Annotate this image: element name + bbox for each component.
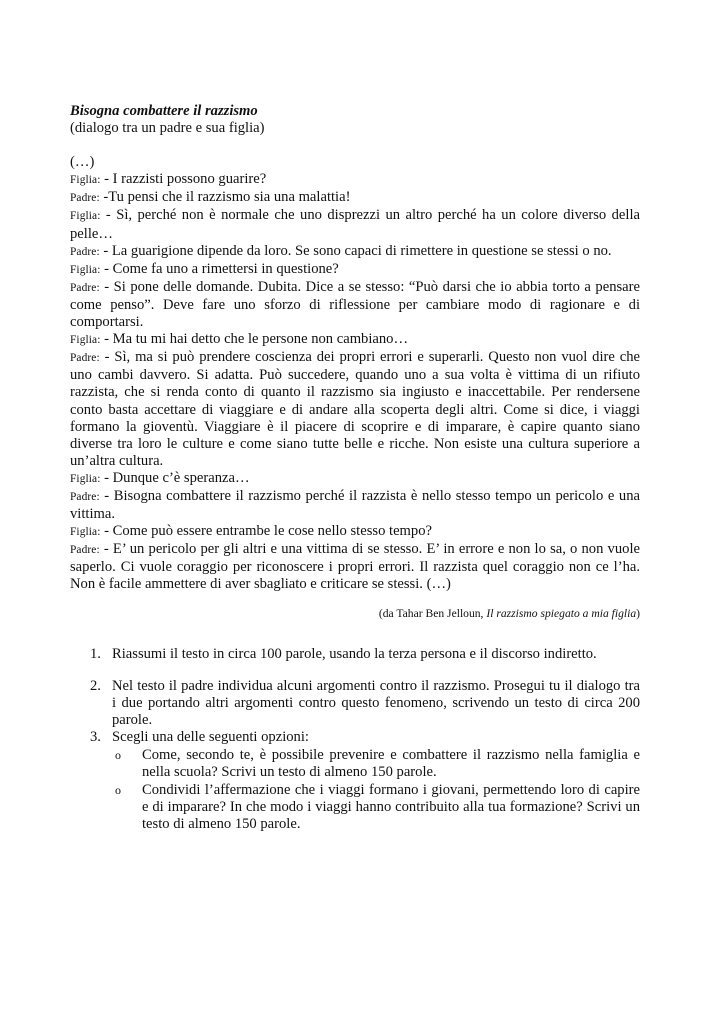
- ellipsis-start: (…): [70, 154, 95, 171]
- spacer: [70, 137, 640, 154]
- speaker-label: Padre: [70, 281, 97, 294]
- option-item: [112, 747, 640, 781]
- option-bullet-icon: o: [115, 748, 121, 763]
- turn-text: - Ma tu mi hai detto che le persone non cambiano…: [104, 331, 409, 348]
- dialogue-turn: Figlia: - Ma tu mi hai detto che le persone non cambiano…: [70, 331, 409, 348]
- turn-text: - Sì, perché non è normale che uno disprezzi un altro perché ha un colore diverso della pelle…: [70, 207, 640, 242]
- turn-text: - I razzisti possono guarire?: [104, 171, 267, 188]
- speaker-label: Padre: [70, 490, 97, 503]
- document-title: Bisogna combattere il razzismo: [70, 103, 258, 119]
- turn-text: - La guarigione dipende da loro. Se sono capaci di rimettere in questione se stessi o no.: [103, 242, 612, 259]
- dialogue-turn: Padre: - Sì, ma si può prendere coscienza dei propri errori e superarli. Questo non vuol dire che uno cambi davvero. Si adatta. Può succedere, quando uno a sua volta è vittima di un rifiuto razzista, che si renda conto di quanto il razzismo sia ingiusto e inaccettabile. Per rendersene conto basta accettare di viaggiare e di andare alla scoperta degli altri. Come si dice, i viaggi formano la gioventù. Viaggiare è il piacere di scoprire e di imparare, è capire quanto siano diverse tra loro le culture e come siano tutte belle e ricche. Non esiste una cultura superiore a un’altra cultura.: [70, 349, 640, 469]
- speaker-label: Figlia: [70, 334, 98, 347]
- option-list: [112, 747, 640, 833]
- task-item: [90, 729, 640, 834]
- dialogue-turn: Padre: - Si pone delle domande. Dubita. Dice a se stesso: “Può darsi che io abbia torto a pensare come penso”. Deve fare uno sforzo di riflessione per cambiare modo di ragionare e di comportarsi.: [70, 278, 640, 331]
- document-subtitle: (dialogo tra un padre e sua figlia): [70, 120, 265, 137]
- dialogue-turn: Figlia: - Dunque c’è speranza…: [70, 469, 250, 486]
- task-text: Nel testo il padre individua alcuni argomenti contro il razzismo. Prosegui tu il dialogo tra i due portando altri argomenti contro questo fenomeno, scrivendo un testo di circa 200 parole.: [112, 677, 640, 728]
- dialogue-turn: Figlia: - I razzisti possono guarire?: [70, 171, 267, 188]
- source-book-title: Il razzismo spiegato a mia figlia: [486, 606, 637, 620]
- turn-text: - Bisogna combattere il razzismo perché il razzista è nello stesso tempo un pericolo e una vittima.: [70, 487, 640, 523]
- task-number: 1.: [90, 645, 101, 662]
- source-suffix: ): [636, 606, 640, 620]
- speaker-label: Figlia: [70, 472, 98, 485]
- option-text: Condividi l’affermazione che i viaggi formano i giovani, permettendo loro di capire e di imparare? In che modo i viaggi hanno contribuito alla tua formazione? Scrivi un testo di almeno 150 parole.: [142, 782, 640, 833]
- turn-text: - E’ un pericolo per gli altri e una vittima di se stesso. E’ in errore e non lo sa, o non vuole saperlo. Ci vuole coraggio per riconoscere i propri errori. Il razzista quel coraggio non ce l’ha. Non è facile ammettere di aver sbagliato e criticare se stessi. (…): [70, 541, 640, 593]
- turn-text: - Come fa uno a rimettersi in questione?: [104, 260, 339, 277]
- option-item: [112, 782, 640, 833]
- dialogue: [70, 171, 640, 593]
- speaker-label: Padre: [70, 352, 97, 365]
- speaker-label: Padre: [70, 245, 97, 258]
- task-list: [70, 646, 640, 834]
- task-text: Scegli una delle seguenti opzioni:: [112, 729, 309, 745]
- task-text: Riassumi il testo in circa 100 parole, usando la terza persona e il discorso indiretto.: [112, 645, 597, 662]
- dialogue-turn: Padre: - La guarigione dipende da loro. Se sono capaci di rimettere in questione se stessi o no.: [70, 242, 612, 259]
- speaker-label: Padre: [70, 544, 97, 557]
- turn-text: - Come può essere entrambe le cose nello stesso tempo?: [104, 523, 432, 540]
- turn-text: -Tu pensi che il razzismo sia una malattia!: [103, 189, 351, 206]
- dialogue-turn: Padre: - Bisogna combattere il razzismo perché il razzista è nello stesso tempo un pericolo e una vittima.: [70, 487, 640, 523]
- turn-text: - Si pone delle domande. Dubita. Dice a se stesso: “Può darsi che io abbia torto a pensare come penso”. Deve fare uno sforzo di riflessione per cambiare modo di ragionare e di comportarsi.: [70, 278, 640, 331]
- task-item: [90, 646, 640, 663]
- speaker-label: Padre: [70, 192, 97, 205]
- option-bullet-icon: o: [115, 783, 121, 798]
- speaker-label: Figlia: [70, 210, 98, 223]
- option-text: Come, secondo te, è possibile prevenire e combattere il razzismo nella famiglia e nella scuola? Scrivi un testo di almeno 150 parole.: [142, 747, 640, 781]
- dialogue-turn: Padre: - E’ un pericolo per gli altri e una vittima di se stesso. E’ in errore e non lo sa, o non vuole saperlo. Ci vuole coraggio per riconoscere i propri errori. Il razzista quel coraggio non ce l’ha. Non è facile ammettere di aver sbagliato e criticare se stessi. (…): [70, 541, 640, 593]
- source-citation: [70, 605, 640, 622]
- task-number: 2.: [90, 677, 101, 694]
- document-page: [70, 103, 640, 834]
- speaker-label: Figlia: [70, 526, 98, 539]
- task-number: 3.: [90, 729, 101, 745]
- turn-text: - Dunque c’è speranza…: [104, 469, 250, 486]
- speaker-label: Figlia: [70, 263, 98, 276]
- dialogue-turn: Figlia: - Sì, perché non è normale che uno disprezzi un altro perché ha un colore diverso della pelle…: [70, 207, 640, 242]
- task-item: [90, 678, 640, 729]
- speaker-label: Figlia: [70, 174, 98, 187]
- dialogue-turn: Figlia: - Come fa uno a rimettersi in questione?: [70, 260, 339, 277]
- dialogue-turn: Padre: -Tu pensi che il razzismo sia una malattia!: [70, 189, 351, 206]
- turn-text: - Sì, ma si può prendere coscienza dei propri errori e superarli. Questo non vuol dire che uno cambi davvero. Si adatta. Può succedere, quando uno a sua volta è vittima di un rifiuto razzista, che si renda conto di quanto il razzismo sia ingiusto e inaccettabile. Per rendersene conto basta accettare di viaggiare e di andare alla scoperta degli altri. Come si dice, i viaggi formano la gioventù. Viaggiare è il piacere di scoprire e di imparare, è capire quanto siano diverse tra loro le culture e come siano tutte belle e ricche. Non esiste una cultura superiore a un’altra cultura.: [70, 349, 640, 469]
- dialogue-turn: Figlia: - Come può essere entrambe le cose nello stesso tempo?: [70, 523, 432, 540]
- source-prefix: (da Tahar Ben Jelloun,: [378, 606, 487, 620]
